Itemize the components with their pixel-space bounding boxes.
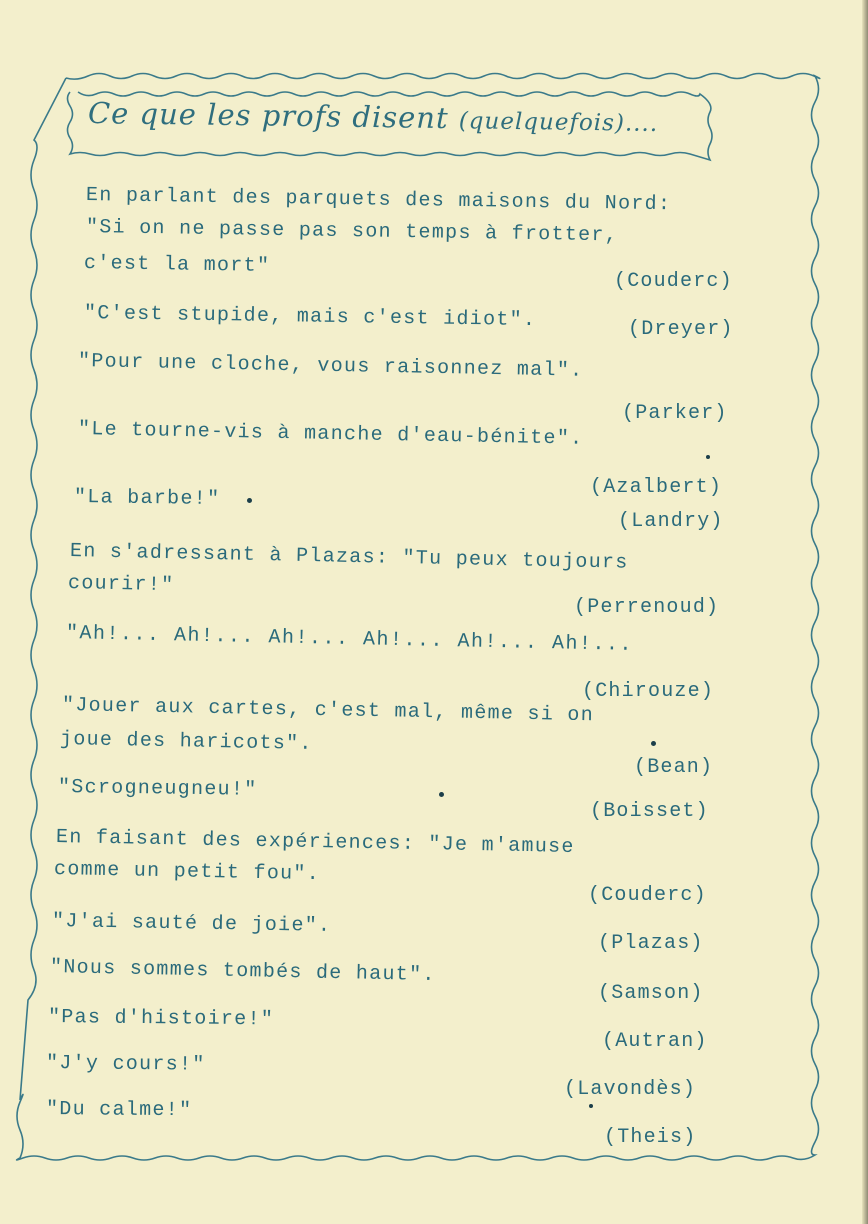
quote-line: "Pour une cloche, vous raisonnez mal". xyxy=(77,350,584,383)
quote-line: "J'y cours!" xyxy=(45,1052,206,1077)
quote-line: En faisant des expériences: "Je m'amuse xyxy=(55,826,575,859)
ink-speck xyxy=(247,498,252,503)
ink-speck xyxy=(706,455,710,459)
quote-author: (Chirouze) xyxy=(582,680,715,703)
ink-speck xyxy=(651,741,656,746)
quote-line: En s'adressant à Plazas: "Tu peux toujours xyxy=(69,540,629,575)
quote-author: (Lavondès) xyxy=(564,1078,697,1101)
quote-author: (Parker) xyxy=(622,402,728,425)
quote-line: "C'est stupide, mais c'est idiot". xyxy=(83,302,537,333)
quote-line: "Jouer aux cartes, c'est mal, même si on xyxy=(61,694,595,728)
quote-line: "Pas d'histoire!" xyxy=(47,1006,275,1032)
quote-author: (Autran) xyxy=(602,1030,708,1053)
quote-author: (Plazas) xyxy=(598,932,704,955)
quote-author: (Couderc) xyxy=(588,884,707,907)
quote-author: (Perrenoud) xyxy=(574,596,720,619)
quote-line: courir!" xyxy=(67,572,175,598)
quote-line: "Scrogneugneu!" xyxy=(57,776,258,802)
ink-speck xyxy=(589,1104,593,1108)
quote-line: "Du calme!" xyxy=(45,1098,193,1123)
quote-author: (Bean) xyxy=(634,756,714,779)
quote-line: comme un petit fou". xyxy=(53,858,321,887)
quote-line: "Ah!... Ah!... Ah!... Ah!... Ah!... Ah!... xyxy=(65,622,634,657)
quote-author: (Theis) xyxy=(604,1126,697,1149)
quote-line: "Nous sommes tombés de haut". xyxy=(49,956,436,988)
title-parenthetical: (quelquefois).... xyxy=(458,108,659,137)
quote-line: "J'ai sauté de joie". xyxy=(51,910,332,938)
quote-author: (Samson) xyxy=(598,982,704,1005)
title-main: Ce que les profs disent xyxy=(87,96,449,136)
quote-line: c'est la mort" xyxy=(83,252,271,278)
quote-line: "Le tourne-vis à manche d'eau-bénite". xyxy=(77,418,584,451)
ink-speck xyxy=(439,792,444,797)
quote-line: "La barbe!" xyxy=(73,486,221,512)
quote-author: (Dreyer) xyxy=(628,318,734,341)
quote-author: (Boisset) xyxy=(590,800,709,823)
quote-author: (Couderc) xyxy=(614,270,733,293)
quote-line: En parlant des parquets des maisons du Nord: xyxy=(85,184,672,217)
quote-author: (Azalbert) xyxy=(590,476,723,499)
quote-author: (Landry) xyxy=(618,510,724,533)
quote-line: "Si on ne passe pas son temps à frotter, xyxy=(85,216,619,248)
quote-line: joue des haricots". xyxy=(59,728,313,756)
